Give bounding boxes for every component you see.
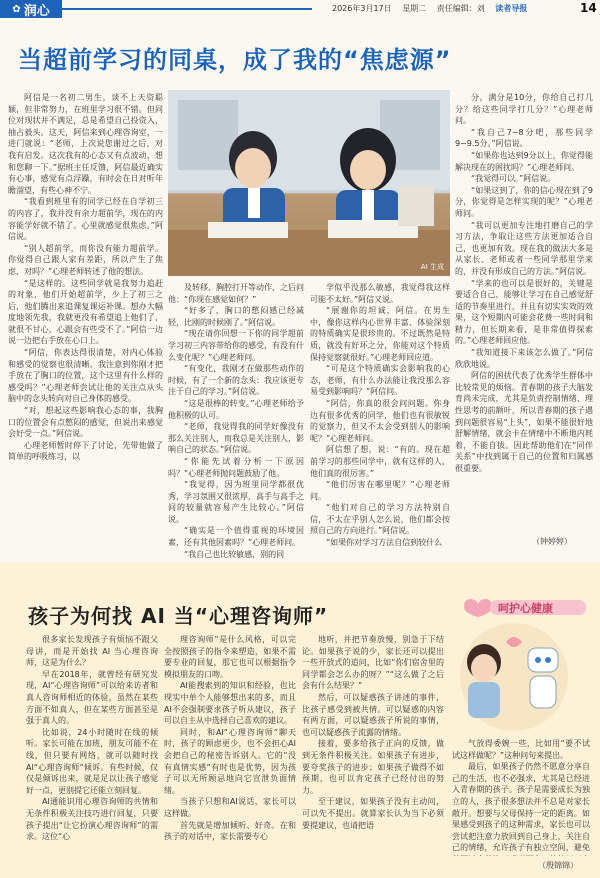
paragraph: “我觉得，因为班里同学都很优秀，学习氛围又很浓厚，高手与高手之间的较量就容易产生比较心。”阿信说。 xyxy=(168,480,304,524)
article2-column-1 xyxy=(26,634,158,870)
paragraph: “阿信，你真的很会问问题。你身边有很多优秀的同学，他们也有很敏锐的觉察力，但又不太会受到别人的影响呢？”心理老师问。 xyxy=(310,398,450,443)
paragraph: “好多了，胸口的憋闷感已经减轻，比刚的时候刚了。”阿信说。 xyxy=(168,306,304,327)
paragraph: “我知道接下来该怎么做了。”阿信欣欣地说。 xyxy=(455,348,593,369)
header-meta xyxy=(332,3,527,14)
paragraph: 早在2018年，就曾经有研究发现，AI“心理咨询师”可以给来访者和真人咨询师相近的体验，虽然在某些方面不如真人，但在某些方面甚至是强于真人的。 xyxy=(26,669,158,726)
paragraph: 当孩子只想和AI说话，家长可以这样做。 xyxy=(164,797,296,818)
paragraph: 心理老师暂时停下了讨论，先带他做了简单的呼吸练习，以 xyxy=(8,440,163,462)
article2-headline: 孩子为何找 AI 当“心理咨询师” xyxy=(28,604,329,628)
article2-author: （殷锦锦） xyxy=(538,861,578,870)
article1-column-1 xyxy=(8,92,163,560)
paragraph: “有变化，我刚才在做那些动作的时候，有了一个新的念头：我应该更专注于自己的学习。”阿信说。 xyxy=(168,364,304,397)
paragraph: “别人超前学，而你没有能力超前学。你觉得自己跟人家有差距，所以产生了焦虑，对吗？”心理老师转述了他的想法。 xyxy=(8,243,163,276)
article1-column-4 xyxy=(455,92,593,532)
paragraph: 同时，和AI“心理咨询师”聊天时，孩子的顾虑更少，也不会担心AI会把自己的秘密告诉别人。它的“没有真情实感”有时也是优势，因为孩子可以无所顾忌地向它宣泄负面情绪。 xyxy=(164,727,296,795)
section-banner xyxy=(460,596,590,618)
paragraph: “如果这到了，你的信心现在到了9分，你觉得是怎样实现的呢？”心理老师问。 xyxy=(455,185,593,218)
article2-illustration xyxy=(448,622,580,732)
section-name: 润心 xyxy=(23,3,50,19)
article1-column-2 xyxy=(168,282,304,560)
paragraph: 地听，并把节奏放慢，别急于下结论。如果孩子说的少，家长还可以提出一些开放式的追问，比如“你们宿舍里的同学都会怎么办的呀？”“这么做了之后会有什么结果？” xyxy=(302,635,444,691)
paragraph: AI通能识用心理咨询师的共情和无条件积极关注技巧进行回复，只要孩子提出“让它扮演心理咨询师”的需求。这位“心 xyxy=(26,797,158,842)
paragraph: 学似乎没那么敏感，我觉得我这样可能不太好。”阿信又说。 xyxy=(310,283,450,304)
robot-child-illustration xyxy=(448,622,580,732)
article2-column-4 xyxy=(452,738,590,856)
paragraph: “老师，我觉得我的同学好像没有那么关注别人，而我总是关注别人，影响自己的状态。”阿信说。 xyxy=(168,422,304,455)
paragraph: AI能搜索到的知识和经验，也比现实中单个人能够想出来的多，而且AI不会强制要求孩子听从建议，孩子可以自主从中选择自己喜欢的建议。 xyxy=(164,681,296,726)
paragraph: “确实是一个值得重视的环境因素，还有其他因素吗？”心理老师问。 xyxy=(168,526,304,548)
paragraph: “如果你也达到9分以上，你觉得能解决现在的困扰吗？”心理老师问。 xyxy=(455,150,593,172)
paragraph: 分，满分是10分，你给自己打几分？给这些同学打几分？”心理老师问。 xyxy=(455,93,593,126)
paragraph: “我自己也比较敏感，别的同 xyxy=(184,549,285,559)
article2-column-3 xyxy=(302,634,444,870)
article1-author: （钟婷婷） xyxy=(532,537,572,546)
page-number: 14 xyxy=(580,1,597,15)
paragraph: 理咨询师”是什么风格，可以完全按照孩子的指令来塑造，如果不需要专业的回复，那它也可以根据指令模拟朋友的口吻。 xyxy=(164,635,296,679)
paragraph: “如果你对学习方法自信到较什么 xyxy=(326,538,443,548)
header-rule xyxy=(62,8,312,10)
paper-name: 读者导报 xyxy=(495,4,528,13)
article1-illustration xyxy=(168,90,450,276)
paragraph: “我觉得可以。”阿信说。 xyxy=(471,174,556,184)
article2-column-2 xyxy=(164,634,296,870)
paragraph: 阿信的困扰代表了优秀学生群体中比较常见的烦恼。青春期的孩子大脑发育尚未完成，尤其是负责控制情绪、理性思考的前额叶，所以青春期的孩子遇到问题很容易“上头”，如果不能很好地舒解情绪，就会卡在情绪中不断地内耗着，不能自拔。因此帮助他们在“同伴关系”中找到属于自己的位置和归属感很重要。 xyxy=(455,371,593,473)
paragraph: “他们对自己的学习方法特别自信，不太在乎别人怎么说，他们都会按照自己的方向进行。”阿信说。 xyxy=(310,503,450,536)
paragraph: “我自己7~8分吧，那些同学9~9.5分。”阿信说。 xyxy=(455,127,593,149)
paragraph: “学来的也可以是很好的，关键是要适合自己，能够让学习在自己感觉舒适的节奏里进行，并且有切实实效的效果，这个短期内可能会花费一些时间和精力，但长期来看，是非常值得探索的。”心理老师回应他。 xyxy=(455,278,593,346)
paragraph: 气放得委婉一些，比如用“要不试试这样做呢？”这种问句来提出。 xyxy=(452,739,590,760)
section-tag xyxy=(0,0,62,18)
paragraph: “对，想起这些影响我心态的事，我胸口的位置会有点憋闷的感觉，但说出来感觉会好受一点。”阿信说。 xyxy=(8,406,163,439)
banner-text: 呵护心健康 xyxy=(498,602,553,615)
paragraph: “他们厉害在哪里呢？”心理老师问。 xyxy=(310,480,450,501)
paragraph: 至于建议，如果孩子没有主动问，可以先不提出。就算家长认为当下必须要提建议，也请把语 xyxy=(302,797,444,830)
paragraph: 接着，要多给孩子正向的反馈，做到无条件积极关注。如果孩子有进步，要夸奖孩子的进步；如果孩子做得不如预期，也可以肯定孩子已经付出的努力。 xyxy=(302,739,444,795)
leaf-icon: ✿ xyxy=(12,3,21,15)
issue-weekday: 星期二 xyxy=(402,4,427,13)
students-illustration xyxy=(168,90,450,276)
editor-credit: 责任编辑：刘 xyxy=(436,4,485,13)
paragraph: 最后，如果孩子仍然不愿意分享自己的生活，也不必强求，尤其是已经进入青春期的孩子。孩子是需要成长为独立的人，孩子很多想法并不总是对家长敞开。想要与父母保持一定的距离。如果感受到孩子的这种需求，家长也可以尝试把注意力放回到自己身上，关注自己的情绪，允许孩子有独立空间，避免 xyxy=(452,762,590,853)
paragraph: “是这样的。这些同学就是我努力追赶的对象，他们开始超前学，少上了初三之后，他们腾出来追课复课运补课。想办大幅度地领先我，我就更没有希望追上他们了，就很不甘心，心跟会有些受不了。”阿信一边说一边把右手放在心口上。 xyxy=(8,278,163,346)
paragraph: “你能先试着分析一下原因吗？”心理老师抛问题鼓励了他。 xyxy=(168,456,304,478)
paragraph: “我可以更加专注地打磨自己的学习方法，争取让这些方法更加适合自己，也更加有效。现在我的做法大多是从家长、老师或者一些同学那里学来的，并没有形成自己的方法。”阿信说。 xyxy=(455,220,593,276)
paragraph: “阿信，你表达得很清楚，对内心体验和感受的觉察也很清晰。我注意到你刚才把手放在了胸口的位置，这个这里有什么样的感受吗？”心理老师尝试让他的关注点从头脑中的念头转向对自己身体的感受。 xyxy=(8,348,163,404)
paragraph: 首先就是增加倾听、好奇。在和孩子的对话中，家长需要专心 xyxy=(164,820,296,842)
paragraph: 然后，可以疑惑孩子讲述的事件，比孩子感受到被共情。可以疑惑的内容有两方面，可以疑惑孩子所说的事情，也可以疑惑孩子流露的情绪。 xyxy=(302,692,444,737)
paragraph: 阿信想了想，说：“有的。现在超前学习的那些同学中，就有这样的人，他们真的很厉害。” xyxy=(310,445,450,478)
issue-date: 2026年3月17日 xyxy=(332,4,392,13)
paragraph: 比如说，24小时随时在线的倾听。家长可能在加班，朋友可能不在线，但只要有网络，就可以随时找AI“心理咨询师”倾诉。有些时候，仅仅是倾诉出来，就是足以让孩子感觉好一点，更别提它还能立刻回复。 xyxy=(26,727,158,795)
paragraph: “现在请你回想一下你的同学超前学习初三内容带给你的感受，有没有什么变化呢？”心理老师问。 xyxy=(168,329,304,362)
article1-headline: 当超前学习的同桌，成了我的“焦虑源” xyxy=(18,46,452,74)
paragraph: 很多家长发现孩子有烦恼不跟父母讲，而是开始找 AI 当心理咨询师，这是为什么？ xyxy=(26,635,158,668)
paragraph: 及转移、胸腔打开等动作，之后问他：“你现在感觉如何？” xyxy=(168,283,304,304)
article1-column-3 xyxy=(310,282,450,560)
paragraph: 阿信是一名初二男生，谈不上天资聪颖，但非常努力，在班里学习很不错。但同位对现状并不满足，总是希望自己投资入，抽占毅头。这天，阿信来到心理咨询室，一进门就说：“老师，上次说您谢过之后，对我有启发。这次我有的心态又有点波动，想和您聊一下。”据班主任反馈，阿信最近确实有心事，感觉有点浮躁，有时会在日对听年瞻溜望，有些心神不宁。 xyxy=(8,93,163,195)
paragraph: “这是很棒的转变。”心理老师给予他积极的认可。 xyxy=(168,398,304,420)
paragraph: “我看到班里有的同学已经在自学初三的内容了，我并没有余力超前学，现在的内容能学好就不错了。心里就感觉很焦虑。”阿信说。 xyxy=(8,197,163,242)
illustration-credit: AI 生成 xyxy=(420,263,444,271)
paragraph: “展谢你的坦诚，阿信。在男生中，像你这样内心世界丰富、体验深刻的特质确实是很珍贵的。不过既然是特质，就没有好坏之分，你能对这个特质保持觉察就很好。”心理老师回应道。 xyxy=(310,306,450,362)
paragraph: “可是这个特质确实会影响我的心态，老师，有什么办法能让我没那么容易受到影响吗？”阿信问。 xyxy=(310,364,450,397)
